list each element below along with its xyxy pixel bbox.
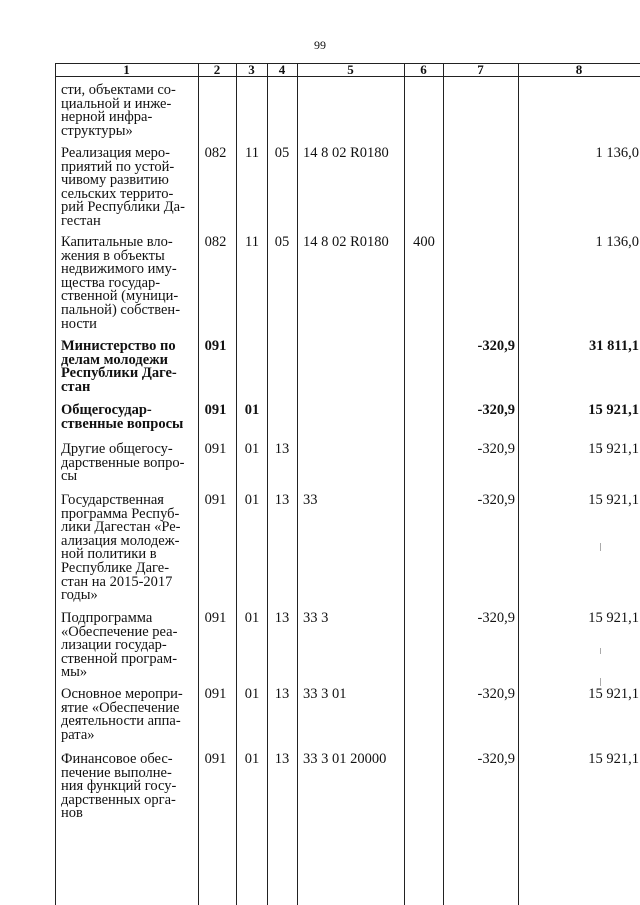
- section-cell: 01: [244, 610, 260, 626]
- total-amount-cell: 15 921,1: [588, 492, 639, 508]
- name-cell: Другие общегосу- дарственные вопро- сы: [61, 441, 185, 485]
- change-amount-cell: -320,9: [477, 492, 515, 508]
- change-amount-cell: -320,9: [477, 610, 515, 626]
- table-body: [55, 0, 640, 905]
- ministry-code-cell: 091: [204, 338, 227, 354]
- subsection-cell: 05: [274, 234, 290, 250]
- header-cell: 1: [123, 62, 130, 77]
- subsection-cell: 05: [274, 145, 290, 161]
- ministry-code-cell: 091: [204, 441, 227, 457]
- section-cell: 01: [244, 441, 260, 457]
- change-amount-cell: -320,9: [477, 751, 515, 767]
- section-cell: 01: [244, 402, 260, 418]
- change-amount-cell: -320,9: [477, 338, 515, 354]
- target-article-cell: 33: [303, 492, 318, 508]
- section-cell: 11: [245, 234, 259, 250]
- subsection-cell: 13: [274, 610, 290, 626]
- ministry-code-cell: 091: [204, 610, 227, 626]
- header-cell: 7: [477, 62, 484, 77]
- target-article-cell: 33 3 01: [303, 686, 347, 702]
- header-cell: 4: [278, 62, 286, 77]
- header-cell: 5: [347, 62, 354, 77]
- name-cell: Общегосудар- ственные вопросы: [61, 402, 184, 432]
- total-amount-cell: 15 921,1: [588, 686, 639, 702]
- ministry-code-cell: 091: [204, 492, 227, 508]
- page-number: 99: [314, 38, 326, 52]
- header-cell: 2: [213, 62, 221, 77]
- ministry-code-cell: 091: [204, 751, 227, 767]
- target-article-cell: 33 3 01 20000: [303, 751, 387, 767]
- name-cell: Финансовое обес- печение выполне- ния функций госу- дарственных орга- нов: [61, 751, 177, 822]
- total-amount-cell: 31 811,1: [589, 338, 639, 354]
- header-cell: 8: [575, 62, 583, 77]
- total-amount-cell: 1 136,0: [595, 145, 639, 161]
- name-cell: сти, объектами со- циальной и инже- нерной инфра- структуры»: [61, 82, 176, 139]
- ministry-code-cell: 082: [204, 145, 227, 161]
- change-amount-cell: -320,9: [477, 402, 515, 418]
- total-amount-cell: 15 921,1: [588, 751, 639, 767]
- target-article-cell: 33 3: [303, 610, 329, 626]
- change-amount-cell: -320,9: [477, 686, 515, 702]
- subsection-cell: 13: [274, 686, 290, 702]
- total-amount-cell: 15 921,1: [588, 441, 639, 457]
- section-cell: 01: [244, 686, 260, 702]
- name-cell: Капитальные вло- жения в объекты недвижимого иму- щества государ- ственной (муници- пальной) собствен- ности: [61, 234, 181, 332]
- subsection-cell: 13: [274, 492, 290, 508]
- section-cell: 11: [245, 145, 259, 161]
- expense-type-cell: 400: [413, 234, 435, 250]
- ministry-code-cell: 091: [204, 686, 227, 702]
- ministry-code-cell: 091: [204, 402, 227, 418]
- section-cell: 01: [244, 751, 260, 767]
- name-cell: Основное меропри- ятие «Обеспечение деятельности аппа- рата»: [61, 686, 183, 743]
- section-cell: 01: [244, 492, 260, 508]
- name-cell: Реализация меро- приятий по устой- чивому развитию сельских террито- рий Республики Да- гестан: [61, 145, 185, 229]
- ministry-code-cell: 082: [204, 234, 227, 250]
- name-cell: Государственная программа Респуб- лики Дагестан «Ре- ализация молодеж- ной политики в Республике Даге- стан на 2015-2017 годы»: [61, 492, 181, 604]
- name-cell: Подпрограмма «Обеспечение реа- лизации государ- ственной програм- мы»: [61, 610, 178, 681]
- change-amount-cell: -320,9: [477, 441, 515, 457]
- header-cell: 6: [420, 62, 427, 77]
- header-cell: 3: [248, 62, 255, 77]
- subsection-cell: 13: [274, 751, 290, 767]
- target-article-cell: 14 8 02 R0180: [303, 234, 389, 250]
- total-amount-cell: 1 136,0: [595, 234, 639, 250]
- name-cell: Министерство по делам молодежи Республики Даге- стан: [61, 338, 177, 395]
- total-amount-cell: 15 921,1: [588, 402, 639, 418]
- subsection-cell: 13: [274, 441, 290, 457]
- total-amount-cell: 15 921,1: [588, 610, 639, 626]
- target-article-cell: 14 8 02 R0180: [303, 145, 389, 161]
